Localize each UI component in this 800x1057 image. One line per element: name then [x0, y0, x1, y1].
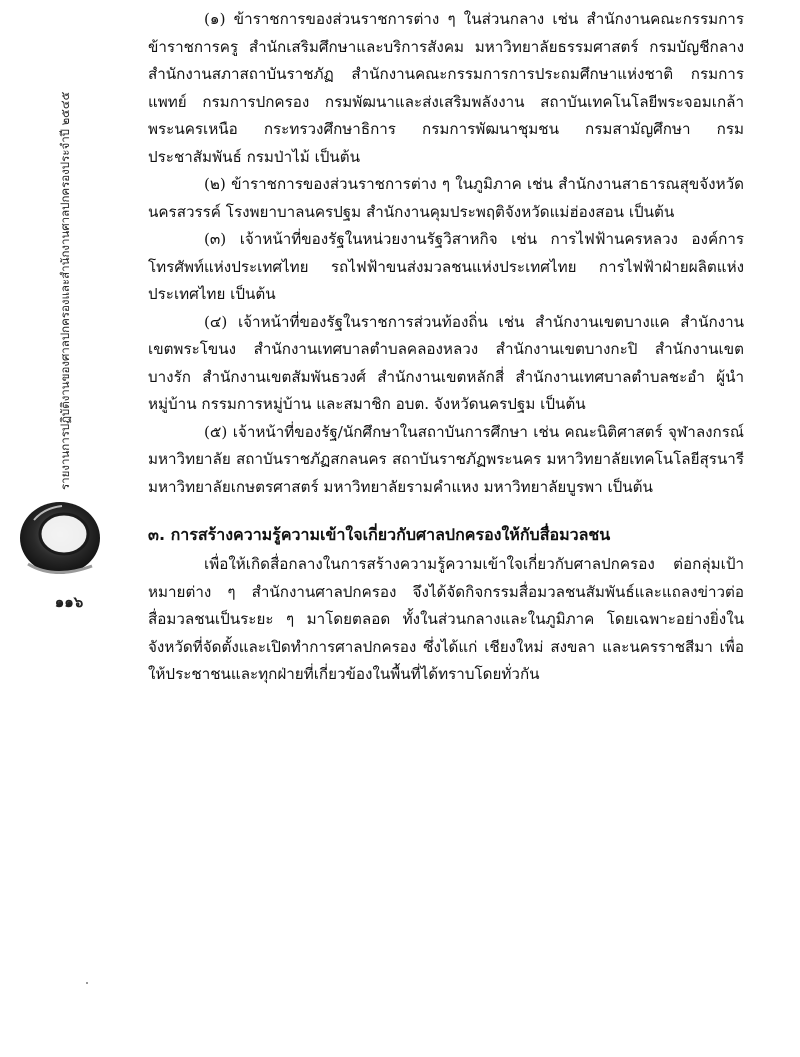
page-number: ๑๑๖ — [54, 593, 84, 611]
main-content — [148, 6, 744, 689]
ring-emblem-icon — [14, 494, 106, 582]
page-sidebar — [0, 0, 130, 1057]
paragraph-5: (๕) เจ้าหน้าที่ของรัฐ/นักศึกษาในสถาบันการศึกษา เช่น คณะนิติศาสตร์ จุฬาลงกรณ์มหาวิทยาลัย สถาบันราชภัฏสกลนคร สถาบันราชภัฏพระนคร มหาวิทยาลัยเทคโนโลยีสุรนารี มหาวิทยาลัยเกษตรศาสตร์ มหาวิทยาลัยรามคำแหง มหาวิทยาลัยบูรพา เป็นต้น — [148, 422, 744, 496]
section-heading: ๓. การสร้างความรู้ความเข้าใจเกี่ยวกับศาลปกครองให้กับสื่อมวลชน — [148, 525, 611, 544]
paragraph-4: (๔) เจ้าหน้าที่ของรัฐในราชการส่วนท้องถิ่น เช่น สำนักงานเขตบางแค สำนักงานเขตพระโขนง สำนักงานเทศบาลตำบลคลองหลวง สำนักงานเขตบางกะปิ สำนักงานเขตบางรัก สำนักงานเขตสัมพันธวงศ์ สำนักงานเขตหลักสี่ สำนักงานเทศบาลตำบลชะอำ ผู้นำหมู่บ้าน กรรมการหมู่บ้าน และสมาชิก อบต. จังหวัดนครปฐม เป็นต้น — [148, 312, 744, 413]
report-title-vertical: รายงานการปฏิบัติงานของศาลปกครองและสำนักงานศาลปกครองประจำปี ๒๕๔๕ — [58, 91, 72, 490]
paragraph-3: (๓) เจ้าหน้าที่ของรัฐในหน่วยงานรัฐวิสาหกิจ เช่น การไฟฟ้านครหลวง องค์การโทรศัพท์แห่งประเทศไทย รถไฟฟ้าขนส่งมวลชนแห่งประเทศไทย การไฟฟ้าฝ่ายผลิตแห่งประเทศไทย เป็นต้น — [148, 230, 744, 303]
paragraph-2: (๒) ข้าราชการของส่วนราชการต่าง ๆ ในภูมิภาค เช่น สำนักงานสาธารณสุขจังหวัดนครสวรรค์ โรงพยาบาลนครปฐม สำนักงานคุมประพฤติจังหวัดแม่ฮ่องสอน เป็นต้น — [148, 175, 744, 221]
paragraph-1: (๑) ข้าราชการของส่วนราชการต่าง ๆ ในส่วนกลาง เช่น สำนักงานคณะกรรมการข้าราชการครู สำนักเสริมศึกษาและบริการสังคม มหาวิทยาลัยธรรมศาสตร์ กรมบัญชีกลาง สำนักงานสภาสถาบันราชภัฏ สำนักงานคณะกรรมการการประถมศึกษาแห่งชาติ กรมการแพทย์ กรมการปกครอง กรมพัฒนาและส่งเสริมพลังงาน สถาบันเทคโนโลยีพระจอมเกล้าพระนครเหนือ กระทรวงศึกษาธิการ กรมการพัฒนาชุมชน กรมสามัญศึกษา กรมประชาสัมพันธ์ กรมป่าไม้ เป็นต้น — [148, 10, 744, 166]
section-paragraph: เพื่อให้เกิดสื่อกลางในการสร้างความรู้ความเข้าใจเกี่ยวกับศาลปกครอง ต่อกลุ่มเป้าหมายต่าง ๆ สำนักงานศาลปกครอง จึงได้จัดกิจกรรมสื่อมวลชนสัมพันธ์และแถลงข่าวต่อสื่อมวลชนเป็นระยะ ๆ มาโดยตลอด ทั้งในส่วนกลางและในภูมิภาค โดยเฉพาะอย่างยิ่งในจังหวัดที่จัดตั้งและเปิดทำการศาลปกครอง ซึ่งได้แก่ เชียงใหม่ สงขลา และนครราชสีมา เพื่อให้ประชาชนและทุกฝ่ายที่เกี่ยวข้องในพื้นที่ได้ทราบโดยทั่วกัน — [148, 555, 744, 683]
scan-speck — [86, 982, 88, 984]
